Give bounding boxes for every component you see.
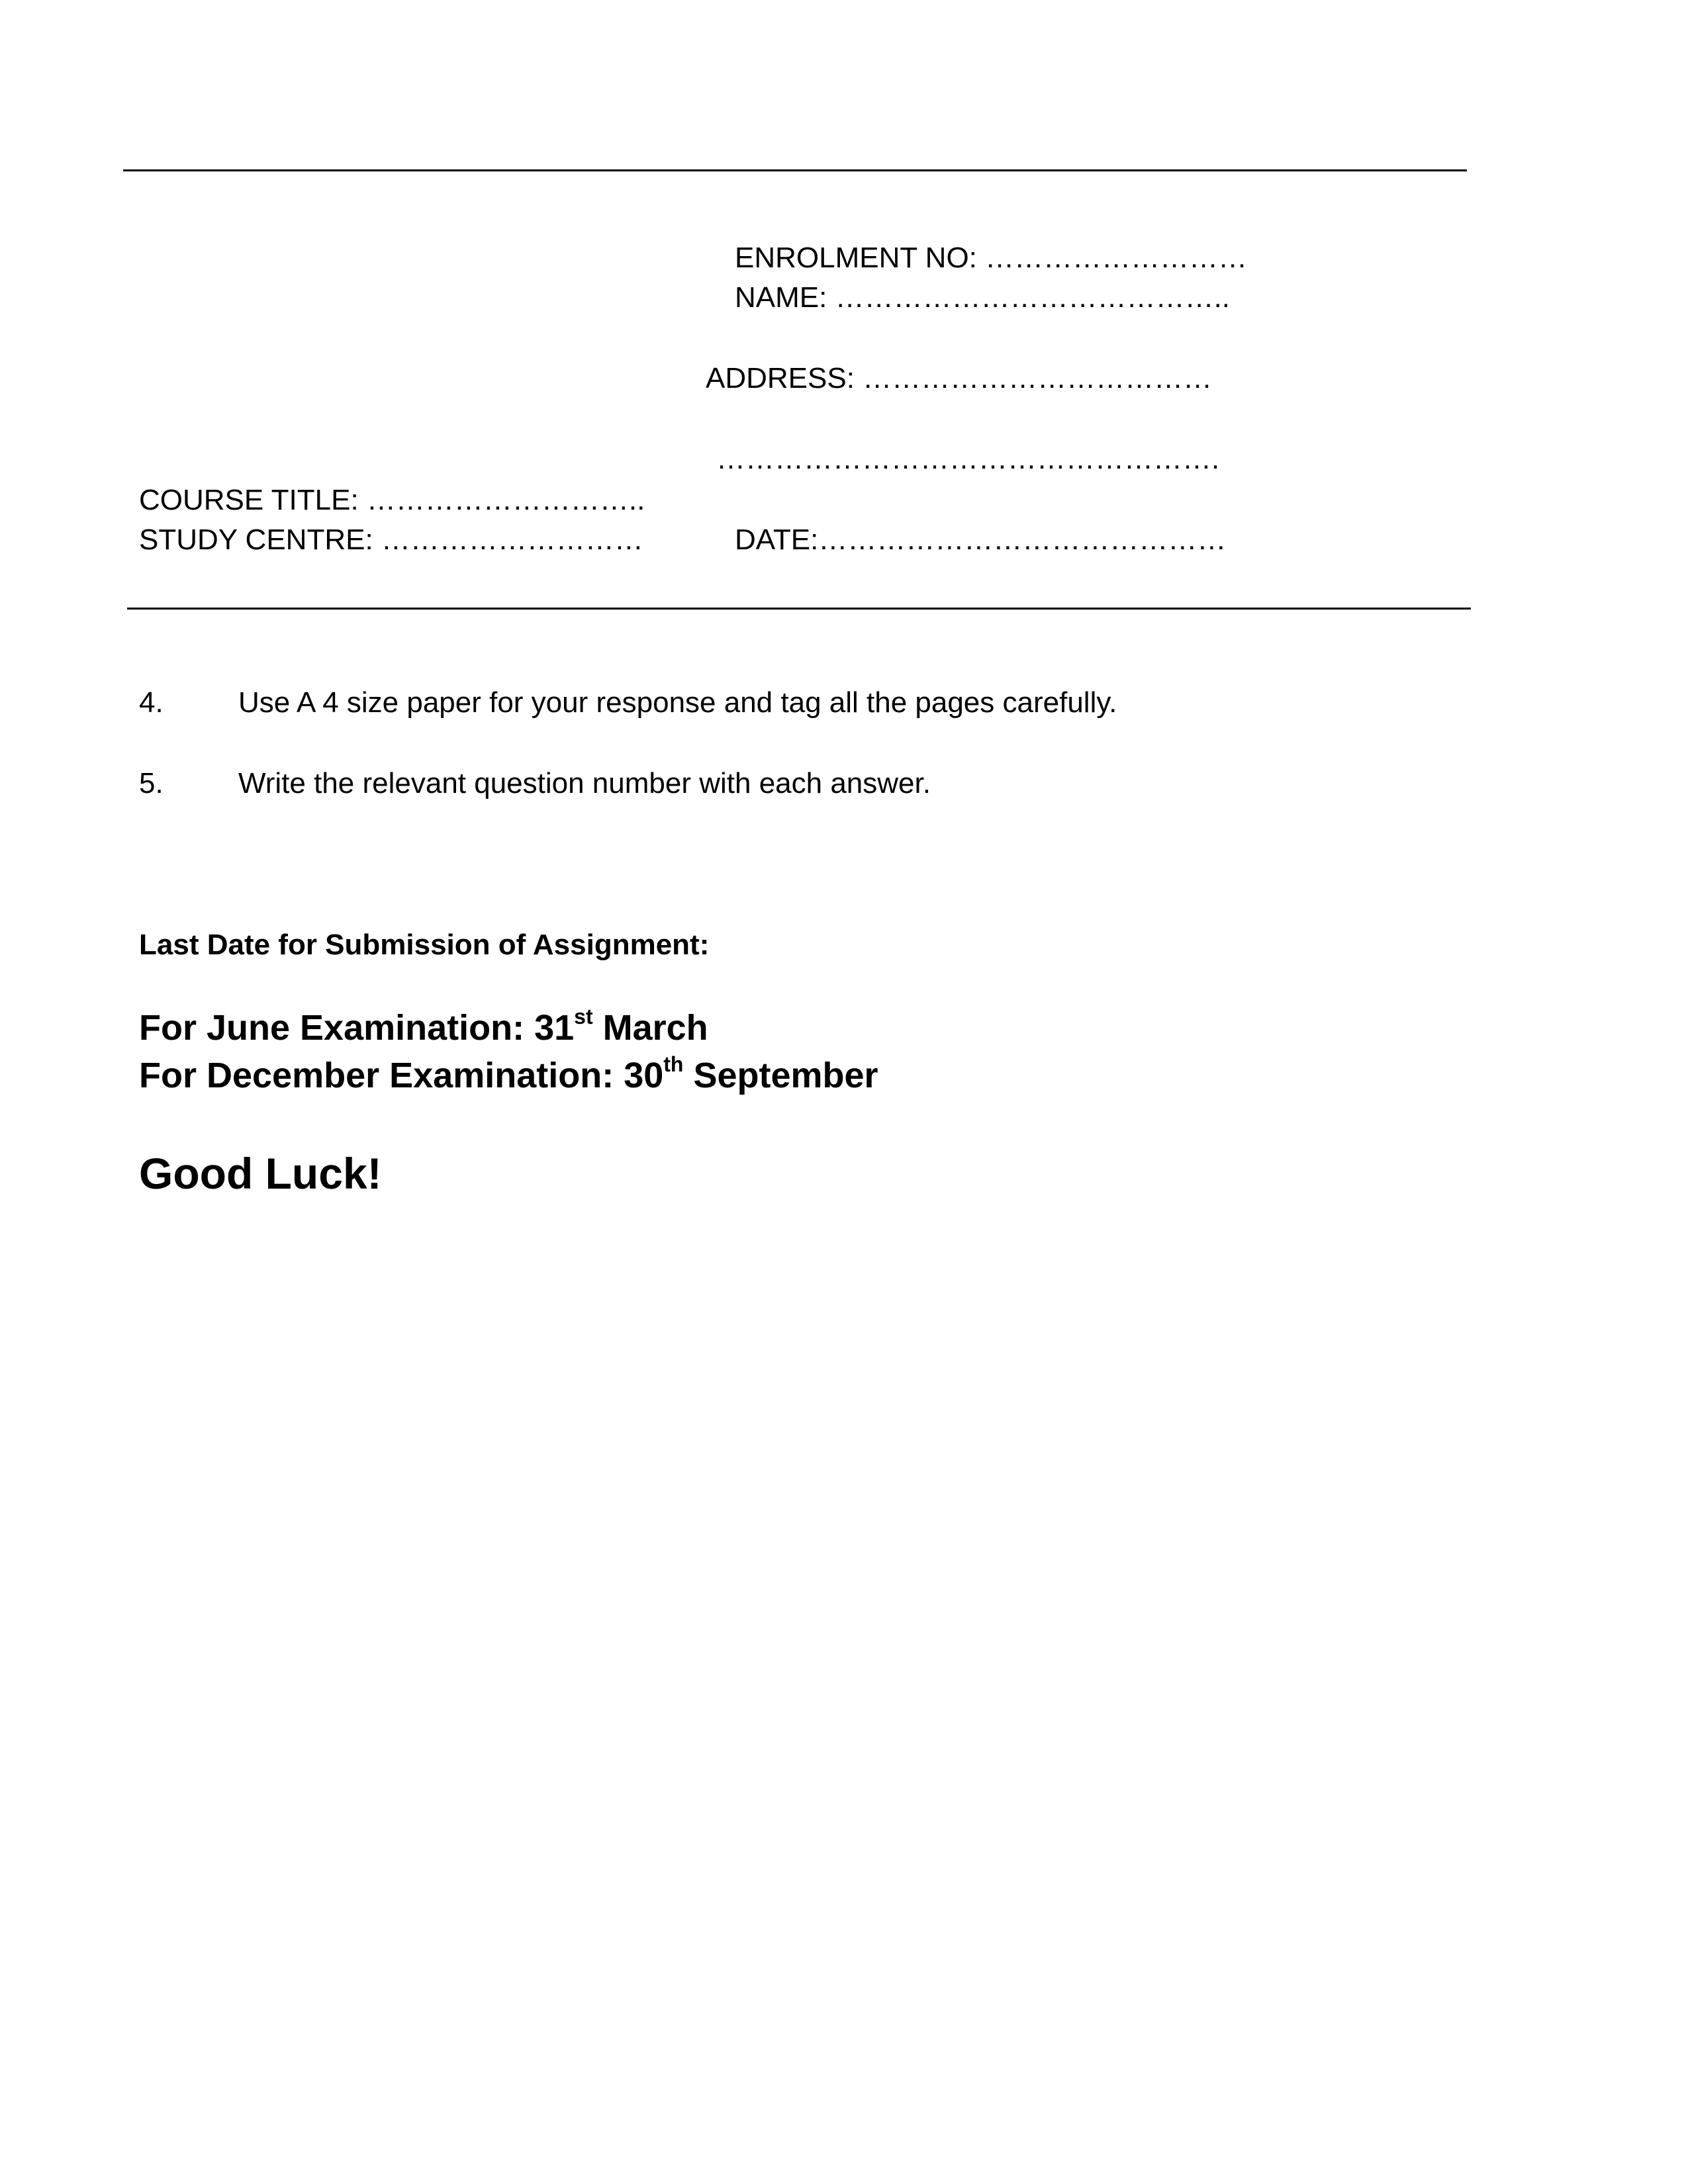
december-exam-deadline [139,1052,878,1095]
address-blank[interactable]: ……………………………… [854,362,1213,394]
june-deadline-month: March [592,1008,708,1048]
december-deadline-prefix: For December Examination: 30 [139,1056,664,1095]
date-field[interactable] [735,525,1226,555]
instruction-item [139,769,931,798]
study-centre-label: STUDY CENTRE: [139,523,373,556]
december-deadline-ordinal: th [663,1052,684,1076]
date-label: DATE: [735,523,819,556]
course-title-field[interactable] [139,486,645,515]
instruction-item [139,688,1117,717]
instruction-text: Use A 4 size paper for your response and tag all the pages carefully. [238,686,1117,719]
good-luck-closing: Good Luck! [139,1149,382,1198]
address-label: ADDRESS: [706,362,855,394]
name-label: NAME: [735,281,827,314]
name-blank[interactable]: ………………………………….. [827,281,1231,314]
top-divider [123,169,1467,171]
deadline-heading: Last Date for Submission of Assignment: [139,929,710,961]
address-line2-blank[interactable]: ……………………………………………. [716,443,1220,475]
course-title-blank[interactable]: ……………………….. [358,484,645,516]
instruction-number: 5. [139,767,164,799]
name-field[interactable] [735,283,1230,312]
june-deadline-ordinal: st [574,1005,593,1028]
enrolment-no-label: ENROLMENT NO: [735,242,977,274]
address-field[interactable] [706,364,1212,393]
study-centre-blank[interactable]: ……………………… [373,523,643,556]
date-blank[interactable]: …………………………………… [818,523,1227,556]
december-deadline-month: September [683,1056,878,1095]
course-title-label: COURSE TITLE: [139,484,359,516]
enrolment-no-field[interactable] [735,244,1247,273]
study-centre-field[interactable] [139,525,643,555]
june-exam-deadline [139,1005,708,1048]
instruction-number: 4. [139,686,164,719]
bottom-divider [127,608,1471,610]
enrolment-no-blank[interactable]: ……………………… [976,242,1248,274]
june-deadline-prefix: For June Examination: 31 [139,1008,575,1048]
instruction-text: Write the relevant question number with each answer. [238,767,931,799]
